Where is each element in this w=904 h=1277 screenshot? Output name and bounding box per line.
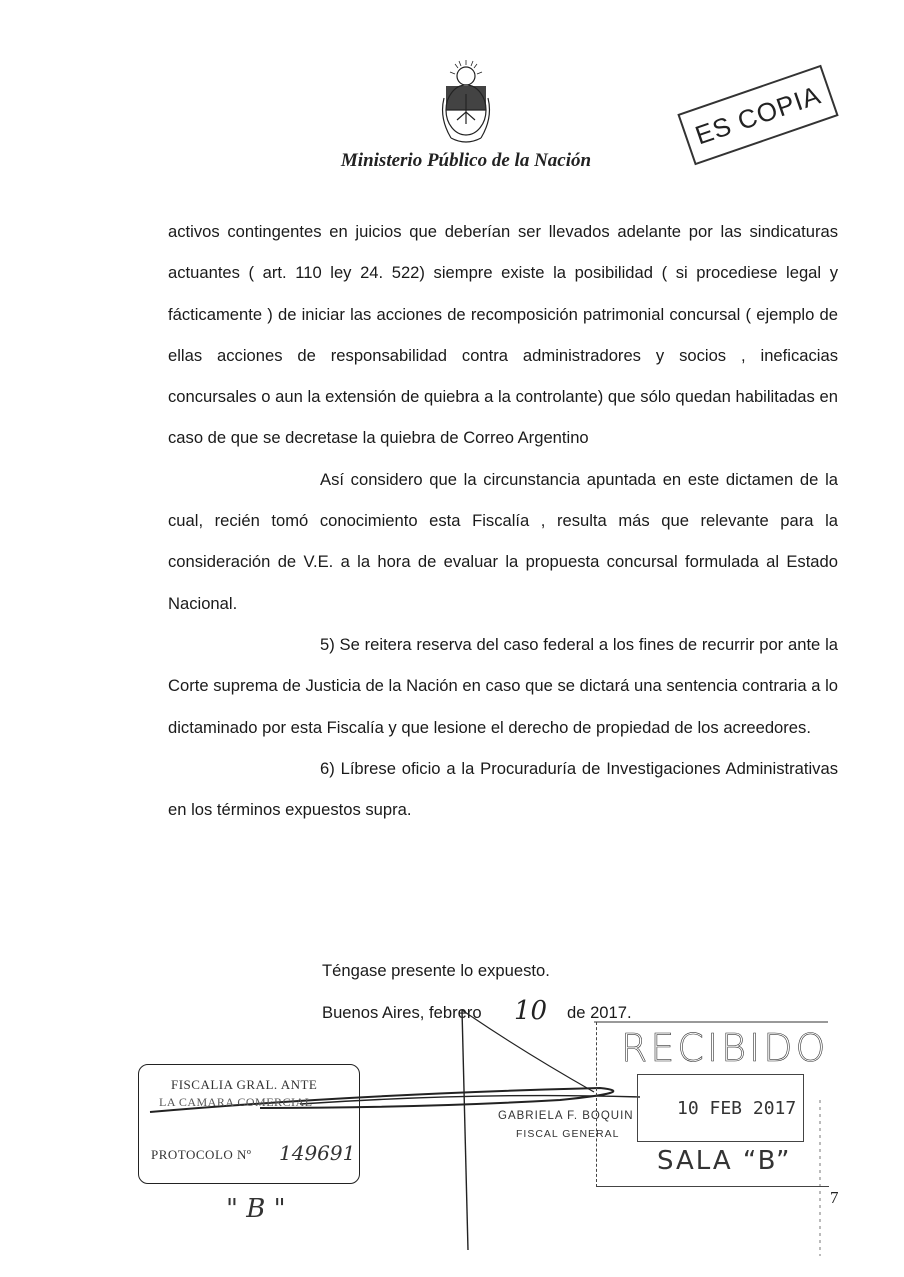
received-sala: SALA “B” <box>657 1146 792 1176</box>
paragraph-oficio: 6) Líbrese oficio a la Procuraduría de Investigaciones Administrativas en los términos expuestos supra. <box>168 758 838 820</box>
paragraph-consideration: Así considero que la circunstancia apuntada en este dictamen de la cual, recién tomó conocimiento esta Fiscalía , resulta más que relevante para la consideración de V.E. a la hora de evaluar la propuesta concursal formulada al Estado Nacional. <box>168 469 838 613</box>
paragraph-federal-reservation: 5) Se reitera reserva del caso federal a los fines de recurrir por ante la Corte suprema de Justicia de la Nación en caso que se dictará una sentencia contraria a lo dictaminado por esta Fiscalía y que lesione el derecho de propiedad de los acreedores. <box>168 634 838 737</box>
protocolo-number: 149691 <box>279 1141 356 1165</box>
received-stamp-title: RECIBIDO <box>621 1026 829 1070</box>
closing-line: Téngase presente lo expuesto. <box>322 961 550 980</box>
received-stamp <box>596 1022 829 1187</box>
signatory-role: FISCAL GENERAL <box>516 1128 620 1140</box>
paragraph-continuation: activos contingentes en juicios que deberían ser llevados adelante por las sindicaturas actuantes ( art. 110 ley 24. 522) siempre existe la posibilidad ( si procediese legal y fácticamente ) de iniciar las acciones de recomposición patrimonial concursal ( ejemplo de ellas acciones de responsabilidad contra administradores y socios , ineficacias concursales o aun la extensión de quiebra a la controlante) que sólo quedan habilitadas en caso de que se decretase la quiebra de Correo Argentino <box>168 222 838 448</box>
fiscalia-stamp-line1: FISCALIA GRAL. ANTE <box>171 1077 318 1092</box>
fiscalia-stamp-line2: LA CAMARA COMERCIAL <box>159 1095 313 1109</box>
fiscalia-protocol-stamp <box>138 1064 360 1184</box>
ministry-header: Ministerio Público de la Nación <box>340 150 592 171</box>
page-number: 7 <box>830 1188 839 1207</box>
copy-stamp: ES COPIA <box>677 65 838 166</box>
place-date-suffix: de 2017. <box>567 1003 632 1022</box>
received-date: 10 FEB 2017 <box>677 1098 797 1119</box>
handwritten-day: 10 <box>514 996 548 1026</box>
signatory-name: GABRIELA F. BOQUIN <box>498 1110 634 1122</box>
sala-b-handwritten: " B " <box>226 1194 286 1224</box>
protocolo-label: PROTOCOLO Nº <box>151 1147 252 1162</box>
place-date-prefix: Buenos Aires, febrero <box>322 1003 482 1022</box>
